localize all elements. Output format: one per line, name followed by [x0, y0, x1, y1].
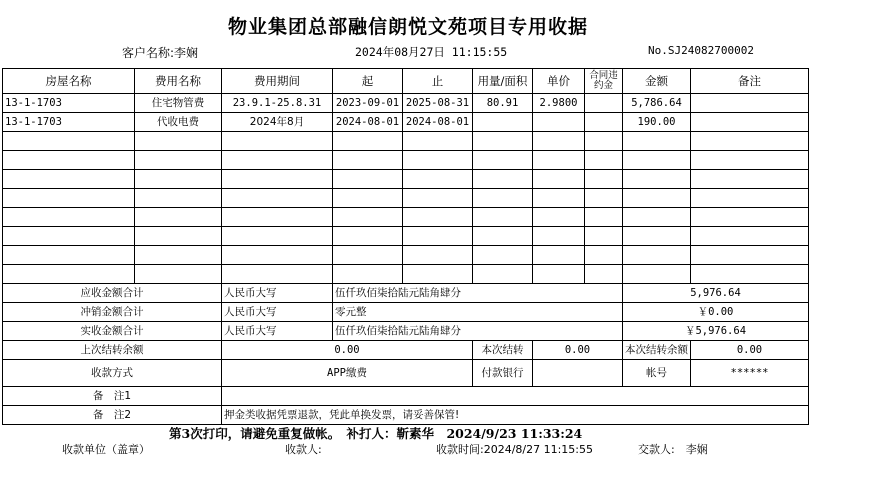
table-row — [3, 94, 809, 113]
receipt-title: 物业集团总部融信朗悦文苑项目专用收据 — [227, 16, 588, 38]
receivable-total-row — [3, 284, 809, 303]
col-header-end: 止 — [403, 69, 473, 94]
this-balance-value: 0.00 — [691, 341, 809, 360]
table-row — [3, 113, 809, 132]
balance-row — [3, 341, 809, 360]
col-header-qty: 用量/面积 — [473, 69, 533, 94]
cell-penalty — [585, 94, 623, 113]
empty-row — [3, 170, 809, 189]
actual-total-row — [3, 322, 809, 341]
col-header-house: 房屋名称 — [3, 69, 135, 94]
remark2-value: 押金类收据凭票退款，凭此单换发票，请妥善保管! — [222, 406, 809, 425]
receipt-table — [2, 68, 809, 425]
cell-qty: 80.91 — [473, 94, 533, 113]
payment-method-value: APP缴费 — [222, 360, 473, 387]
actual-words: 伍仟玖佰柒拾陆元陆角肆分 — [333, 322, 623, 341]
customer-name: 客户名称:李娴 — [122, 46, 199, 60]
receipt-number: No.SJ24082700002 — [648, 44, 754, 57]
cell-amount: 5,786.64 — [623, 94, 691, 113]
col-header-start: 起 — [333, 69, 403, 94]
col-header-note: 备注 — [691, 69, 809, 94]
receipt-datetime: 2024年08月27日 11:15:55 — [355, 45, 508, 59]
payment-row — [3, 360, 809, 387]
remark1-value — [222, 387, 809, 406]
cell-period: 2024年8月 — [222, 113, 333, 132]
actual-amount: ￥5,976.64 — [623, 322, 809, 341]
receivable-rmb-label: 人民币大写 — [222, 284, 333, 303]
col-header-penalty: 合同违约金 — [585, 69, 623, 94]
cell-note — [691, 113, 809, 132]
empty-row — [3, 208, 809, 227]
account-value: ****** — [691, 360, 809, 387]
remark2-row — [3, 406, 809, 425]
empty-row — [3, 151, 809, 170]
cell-fee: 住宅物管费 — [135, 94, 222, 113]
footer-receiver: 收款人: — [285, 443, 322, 456]
cell-start: 2023-09-01 — [333, 94, 403, 113]
bank-label: 付款银行 — [473, 360, 533, 387]
col-header-amount: 金额 — [623, 69, 691, 94]
cell-price: 2.9800 — [533, 94, 585, 113]
this-transfer-value: 0.00 — [533, 341, 623, 360]
footer-unit: 收款单位（盖章） — [62, 443, 150, 456]
prev-balance-value: 0.00 — [222, 341, 473, 360]
cell-start: 2024-08-01 — [333, 113, 403, 132]
column-header-row — [3, 69, 809, 94]
offset-rmb-label: 人民币大写 — [222, 303, 333, 322]
empty-row — [3, 265, 809, 284]
remark1-row — [3, 387, 809, 406]
col-header-fee: 费用名称 — [135, 69, 222, 94]
receivable-words: 伍仟玖佰柒拾陆元陆角肆分 — [333, 284, 623, 303]
reprint-notice: 第3次打印，请避免重复做帐。 补打人：靳素华 2024/9/23 11:33:24 — [169, 426, 583, 441]
cell-amount: 190.00 — [623, 113, 691, 132]
offset-words: 零元整 — [333, 303, 623, 322]
cell-qty — [473, 113, 533, 132]
footer-time: 收款时间:2024/8/27 11:15:55 — [436, 443, 594, 456]
this-transfer-label: 本次结转 — [473, 341, 533, 360]
account-label: 帐号 — [623, 360, 691, 387]
cell-note — [691, 94, 809, 113]
cell-penalty — [585, 113, 623, 132]
empty-row — [3, 227, 809, 246]
cell-fee: 代收电费 — [135, 113, 222, 132]
remark1-label: 备 注1 — [3, 387, 222, 406]
cell-house: 13-1-1703 — [3, 113, 135, 132]
offset-total-row — [3, 303, 809, 322]
offset-label: 冲销金额合计 — [3, 303, 222, 322]
offset-amount: ￥0.00 — [623, 303, 809, 322]
receivable-amount: 5,976.64 — [623, 284, 809, 303]
actual-label: 实收金额合计 — [3, 322, 222, 341]
cell-house: 13-1-1703 — [3, 94, 135, 113]
actual-rmb-label: 人民币大写 — [222, 322, 333, 341]
col-header-price: 单价 — [533, 69, 585, 94]
remark2-label: 备 注2 — [3, 406, 222, 425]
cell-period: 23.9.1-25.8.31 — [222, 94, 333, 113]
col-header-period: 费用期间 — [222, 69, 333, 94]
empty-row — [3, 246, 809, 265]
cell-end: 2025-08-31 — [403, 94, 473, 113]
bank-value — [533, 360, 623, 387]
empty-row — [3, 132, 809, 151]
prev-balance-label: 上次结转余额 — [3, 341, 222, 360]
cell-end: 2024-08-01 — [403, 113, 473, 132]
empty-row — [3, 189, 809, 208]
footer-payer: 交款人: 李娴 — [638, 443, 708, 456]
this-balance-label: 本次结转余额 — [623, 341, 691, 360]
cell-price — [533, 113, 585, 132]
payment-method-label: 收款方式 — [3, 360, 222, 387]
receivable-label: 应收金额合计 — [3, 284, 222, 303]
